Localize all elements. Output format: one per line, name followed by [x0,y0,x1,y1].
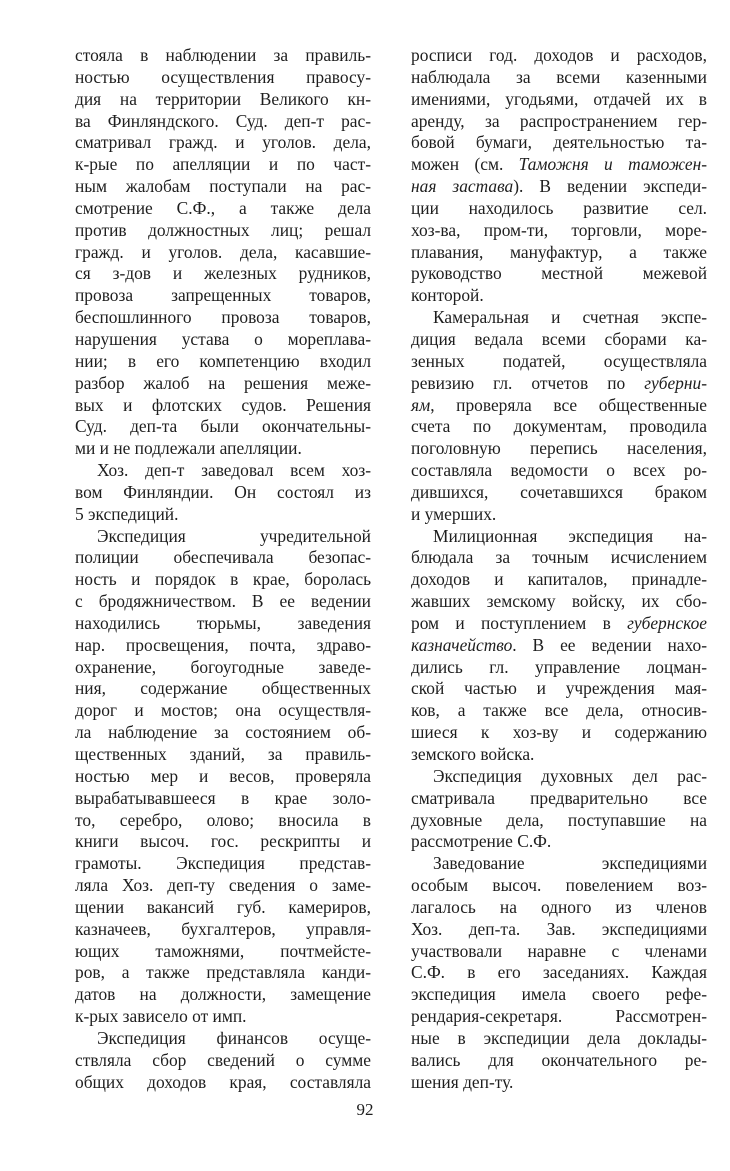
text-line: щественных зданий, за правиль- [75,744,371,764]
text-line: Суд. деп-та были окончательны- [75,416,371,437]
text-line: вом Финляндии. Он состоял из [75,481,371,502]
text-line: ная застава). В ведении экспеди- [411,176,708,197]
text-line: казначейство. В ее ведении нахо- [411,634,707,655]
text-line: ющих таможнями, почтмейсте- [75,940,371,961]
right-column [411,45,707,1094]
text-line: ром и поступлением в губернское [411,612,707,633]
text-line: экспедиция имела своего рефе- [411,984,707,1005]
text-line: ции находилось развитие сел. [411,197,707,218]
text-line: с бродяжничеством. В ее ведении [75,591,371,612]
text-line: доходов и капиталов, принадле- [411,569,707,590]
text-line: беспошлинного провоза товаров, [75,307,371,328]
text-line: смотрение С.Ф., а также дела [75,197,371,218]
text-line: Хоз. деп-т заведовал всем хоз- [97,460,371,481]
text-line: плавания, мануфактур, а также [411,241,707,262]
text-line: казначеев, бухгалтеров, управля- [75,918,371,939]
text-line: жавших земскому войску, их сбо- [411,591,707,612]
text-line: к-рых зависело от имп. [75,1006,247,1027]
text-line: ся з-дов и железных рудников, [75,263,371,284]
text-line: аренду, за распространением гер- [411,110,707,131]
text-line: наблюдала за всеми казенными [411,66,707,87]
text-line: составляла ведомости о всех ро- [411,460,707,481]
text-line: можен (см. Таможня и таможен- [411,154,707,175]
text-line: провоза запрещенных товаров, [75,285,371,306]
text-line: земского войска. [411,744,535,764]
text-line: к-рые по апелляции и по част- [75,154,371,175]
text-line: ва Финляндского. Суд. деп-т рас- [75,110,371,131]
text-line: общих доходов края, составляла [75,1071,371,1092]
text-line: и умерших. [411,503,497,524]
text-line: ностью осуществления правосу- [75,66,371,87]
text-line: вались для окончательного ре- [411,1049,707,1070]
italic-reference: губернское [627,612,707,633]
text-line: ным жалобам поступали на рас- [75,176,371,197]
text-line: имениями, угодьями, отдачей их в [411,88,707,109]
left-column [75,45,371,1094]
italic-reference: губерни- [644,372,707,393]
text-line: Заведование экспедициями [433,853,707,874]
text-line: ревизию гл. отчетов по губерни- [411,372,707,393]
text-line: блюдала за точным исчислением [411,547,707,568]
text-line: шения деп-ту. [411,1071,514,1092]
text-line: ков, а также все дела, относив- [411,700,707,721]
text-line: особым высоч. повелением воз- [411,875,707,896]
text-line: диция ведала всеми сборами ка- [411,328,707,349]
text-line: ные в экспедиции дела доклады- [411,1027,707,1048]
text-line: стояла в наблюдении за правиль- [75,45,371,65]
paragraph [411,45,707,307]
paragraph [75,460,371,526]
page-number: 92 [356,1100,374,1119]
text-line: Экспедиция учредительной [97,525,371,546]
text-line: рендария-секретаря. Рассмотрен- [411,1006,707,1027]
text-line: конторой. [411,285,484,306]
paragraph [411,766,707,853]
paragraph [75,45,371,460]
text-line: Экспедиция финансов осуще- [97,1027,371,1048]
text-line: разбор жалоб на решения меже- [75,372,371,393]
text-line: поголовную перепись населения, [411,438,707,459]
text-line: ляла Хоз. деп-ту сведения о заме- [75,875,371,896]
text-line: зенных податей, осуществляла [411,350,707,371]
text-line: сматривал гражд. и уголов. дела, [75,132,371,153]
italic-reference: ная застава [411,176,514,197]
text-line: руководство местной межевой [411,263,707,284]
text-line: рассмотрение С.Ф. [411,831,552,852]
text-line: щении вакансий губ. камериров, [75,896,371,917]
text-line: ров, а также представляла канди- [75,962,371,983]
text-line: шиеся к хоз-ву и содержанию [411,722,707,743]
text-line: духовные дела, поступавшие на [411,809,707,830]
text-line: грамоты. Экспедиция представ- [75,853,371,874]
text-line: ям, проверяла все общественные [411,394,707,415]
text-line: ской частью и учреждения мая- [411,678,707,699]
text-line: ность и порядок в крае, боролась [75,569,371,590]
text-line: против должностных лиц; решал [75,219,371,240]
paragraph [411,853,707,1093]
text-line: лагалось на одного из членов [411,896,707,917]
text-line: то, серебро, олово; вносила в [75,809,371,830]
text-line: участвовали наравне с членами [411,940,707,961]
text-line: Хоз. деп-та. Зав. экспедициями [411,918,707,939]
text-line: бовой бумаги, деятельностью та- [411,132,707,153]
text-line: датов на должности, замещение [75,984,371,1005]
text-line: охранение, богоугодные заведе- [75,656,371,677]
text-line: нии; в его компетенцию входил [75,350,371,371]
italic-reference: казначейство [411,634,513,655]
paragraph [75,1028,371,1094]
text-line: гражд. и уголов. дела, касавшие- [75,241,371,262]
text-line: дившихся, сочетавшихся браком [411,481,707,502]
text-line: 5 экспедиций. [75,503,179,524]
paragraph [75,526,371,1028]
text-line: ми и не подлежали апелляции. [75,438,302,459]
text-line: ностью мер и весов, проверяла [75,765,371,786]
text-line: ствляла сбор сведений о сумме [75,1049,371,1070]
text-line: Камеральная и счетная экспе- [433,307,707,328]
text-line: Милиционная экспедиция на- [433,525,707,546]
text-line: дия на территории Великого кн- [75,88,371,109]
text-line: Экспедиция духовных дел рас- [433,765,707,786]
text-line: С.Ф. в его заседаниях. Каждая [411,962,707,983]
text-line: находились тюрьмы, заведения [75,612,371,633]
paragraph [411,307,707,525]
italic-reference: Таможня и таможен- [518,154,707,175]
text-line: хоз-ва, пром-ти, торговли, море- [411,219,707,240]
text-line: вырабатывавшееся в крае золо- [75,787,371,808]
text-line: ния, содержание общественных [75,678,371,699]
text-line: дорог и мостов; она осуществля- [75,700,371,721]
text-line: книги высоч. гос. рескрипты и [75,831,371,852]
text-line: полиции обеспечивала безопас- [75,547,371,568]
text-line: сматривала предварительно все [411,787,707,808]
text-line: дились гл. управление лоцман- [411,656,707,677]
text-line: счета по документам, проводила [411,416,707,437]
italic-reference: ям [411,394,431,415]
paragraph [411,526,707,766]
text-line: росписи год. доходов и расходов, [411,45,707,65]
text-line: ла наблюдение за состоянием об- [75,722,371,743]
text-line: вых и флотских судов. Решения [75,394,371,415]
text-line: нар. просвещения, почта, здраво- [75,634,371,655]
text-line: нарушения устава о мореплава- [75,328,371,349]
